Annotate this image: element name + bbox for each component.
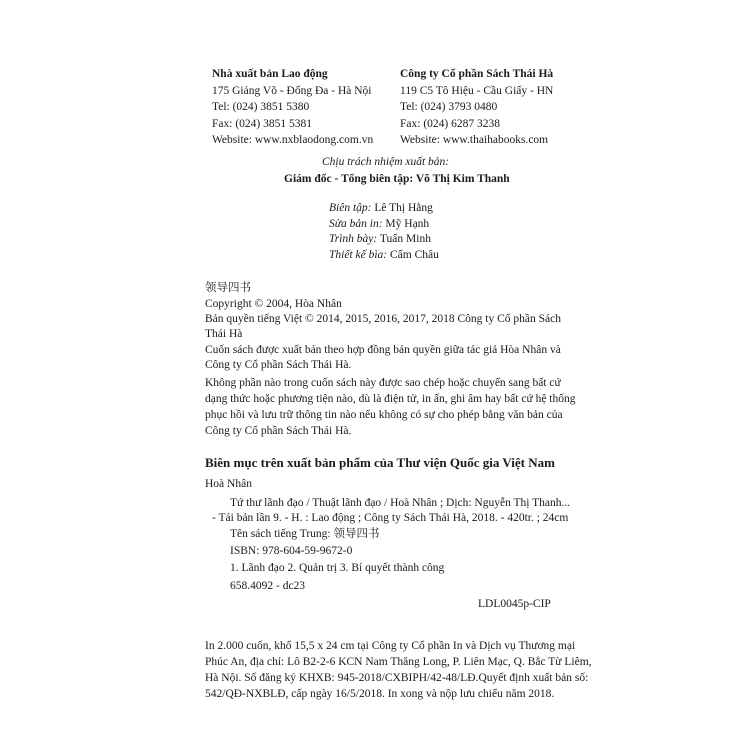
cip-subjects: 1. Lãnh đạo 2. Quản trị 3. Bí quyết thành công (230, 562, 445, 574)
publisher-left-address: 175 Giảng Võ - Đống Đa - Hà Nội (212, 84, 372, 97)
publisher-left-fax: Fax: (024) 3851 5381 (212, 117, 312, 130)
credit-role: Biên tập: (329, 202, 372, 214)
publisher-right-address: 119 C5 Tô Hiệu - Cầu Giấy - HN (400, 84, 554, 97)
cip-chinese-title: Tên sách tiếng Trung: 领导四书 (230, 528, 380, 540)
cip-title: Biên mục trên xuất bản phẩm của Thư viện Quốc gia Việt Nam (205, 455, 555, 470)
cip-entry-2: - Tái bản lần 9. - H. : Lao động ; Công ty Sách Thái Hà, 2018. - 420tr. ; 24cm (212, 512, 569, 524)
credit-name: Cẩm Châu (390, 248, 439, 261)
publisher-left (212, 66, 373, 149)
original-title: 领导四书 (205, 282, 251, 294)
credit-proofreader (329, 217, 439, 233)
publisher-left-name: Nhà xuất bản Lao động (212, 68, 328, 80)
agreement-line-1: Cuốn sách được xuất bản theo hợp đồng bản quyền giữa tác giả Hòa Nhân và (205, 344, 561, 356)
publisher-right-fax: Fax: (024) 6287 3238 (400, 117, 500, 130)
agreement-line-2: Công ty Cổ phần Sách Thái Hà. (205, 359, 352, 371)
notice-line-2: dạng thức hoặc phương tiện nào, dù là điện tử, in ấn, ghi âm hay bất cứ hệ thống (205, 393, 576, 405)
imprint-line-1: In 2.000 cuốn, khổ 15,5 x 24 cm tại Công ty Cổ phần In và Dịch vụ Thương mại (205, 640, 576, 652)
credits-block (329, 201, 439, 263)
notice-line-4: Công ty Cổ phần Sách Thái Hà. (205, 425, 352, 437)
notice-line-3: phục hồi và lưu trữ thông tin nào nếu không có sự cho phép bằng văn bản của (205, 409, 563, 421)
cip-isbn: ISBN: 978-604-59-9672-0 (230, 545, 353, 557)
credit-role: Trình bày: (329, 233, 378, 245)
credit-name: Tuấn Minh (379, 233, 431, 245)
publisher-right-name: Công ty Cổ phần Sách Thái Hà (400, 68, 554, 80)
imprint-line-4: 542/QĐ-NXBLĐ, cấp ngày 16/5/2018. In xong và nộp lưu chiểu năm 2018. (205, 688, 555, 700)
cip-entry-1: Tứ thư lãnh đạo / Thuật lãnh đạo / Hoà Nhân ; Dịch: Nguyễn Thị Thanh... (230, 497, 571, 509)
responsibility-label: Chịu trách nhiệm xuất bản: (322, 156, 450, 168)
credit-editor (329, 201, 439, 217)
credit-name: Mỹ Hạnh (385, 217, 430, 230)
imprint-line-3: Hà Nội. Số đăng ký KHXB: 945-2018/CXBIPH/42-48/LĐ.Quyết định xuất bản số: (205, 672, 589, 684)
credit-cover (329, 248, 439, 264)
imprint-line-2: Phúc An, địa chỉ: Lô B2-2-6 KCN Nam Thăng Long, P. Liên Mạc, Q. Bắc Từ Liêm, (205, 656, 592, 668)
publisher-right-tel: Tel: (024) 3793 0480 (400, 101, 498, 113)
credit-role: Sửa bản in: (329, 217, 383, 230)
publisher-right (400, 66, 553, 149)
credit-name: Lê Thị Hằng (374, 202, 433, 214)
cip-classification: 658.4092 - dc23 (230, 580, 306, 592)
vn-rights-line-1: Bản quyền tiếng Việt © 2014, 2015, 2016, 2017, 2018 Công ty Cổ phần Sách (205, 313, 562, 325)
notice-line-1: Không phần nào trong cuốn sách này được sao chép hoặc chuyển sang bất cứ (205, 377, 561, 389)
credit-layout (329, 232, 439, 248)
vn-rights-line-2: Thái Hà (205, 328, 243, 340)
director-line: Giám đốc - Tổng biên tập: Võ Thị Kim Thanh (284, 173, 510, 185)
publisher-left-website: Website: www.nxblaodong.com.vn (212, 134, 374, 146)
copyright-line: Copyright © 2004, Hòa Nhân (205, 298, 342, 310)
publisher-right-website: Website: www.thaihabooks.com (400, 134, 549, 146)
credit-role: Thiết kế bìa: (329, 248, 388, 261)
cip-author: Hoà Nhân (205, 478, 252, 490)
cip-code: LDL0045p-CIP (478, 598, 551, 610)
publisher-left-tel: Tel: (024) 3851 5380 (212, 101, 310, 113)
